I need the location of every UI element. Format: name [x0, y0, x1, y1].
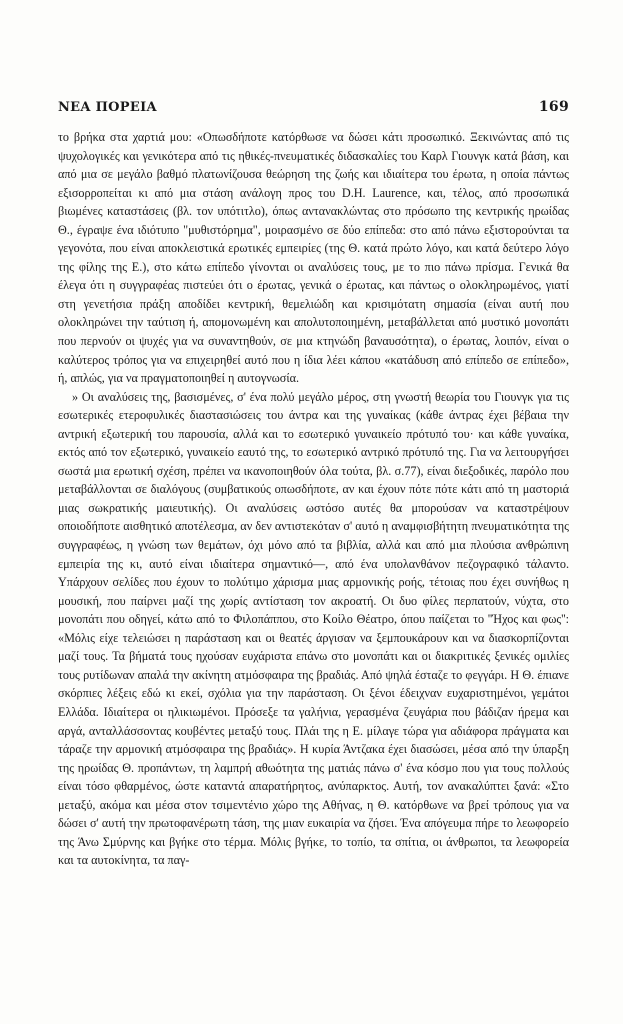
- paragraph-1: το βρήκα στα χαρτιά μου: «Οπωσδήποτε κατόρθωσε να δώσει κάτι προσωπικό. Ξεκινώντας από τις ψυχολογικές και γενικότερα από τις ηθικές-πνευματικές διδασκαλίες του Καρλ Γιουνγκ κατά βάση, και από μια σε μεγάλο βαθμό πλατωνίζουσα θεώρηση της ζωής και ιδιαίτερα του έρωτα, η οποία πάντως εξισορροπείται κι από μια στάση ανάλογη προς του D.H. Laurence, και, τέλος, από προσωπικά βιωμένες καταστάσεις (βλ. τον υπότιτλο), όπως αντανακλώντας στο πρόσωπο της κεντρικής ηρωίδας Θ., έγραψε ένα ιδιότυπο "μυθιστόρημα", μοιρασμένο σε δύο επίπεδα: στο από πάνω εξιστορούνται τα γεγονότα, που είναι αποκλειστικά ερωτικές εμπειρίες (της Θ. κατά πρώτο λόγο, και κατά δεύτερο λόγο της φίλης της Ε.), στο κάτω επίπεδο γίνονται οι αναλύσεις τους, με το πιο πάνω πρίσμα. Γενικά θα έλεγα ότι η συγγραφέας πιστεύει ότι ο έρωτας, γενικά ο έρωτας, και πάντως ο ολοκληρωμένος, γιατί στη γενετήσια πράξη αποδίδει κεντρική, θεμελιώδη και κρισιμότατη σημασία (είναι αυτή που ολοκληρώνει την ταύτιση ή, απομονωμένη και απολυτοποιημένη, μεταβάλλεται από μυστικό μονοπάτι που περνούν οι ψυχές για να συναντηθούν, σε μια κτηνώδη βαναυσότητα), ο έρωτας, λοιπόν, είναι ο καλύτερος τρόπος για να επιχειρηθεί αυτό που η ίδια λέει κάπου «κατάδυση από επίπεδο σε επίπεδο», ή, απλώς, για να πραγματοποιηθεί η αυτογνωσία.: [58, 130, 569, 386]
- running-head: [58, 99, 569, 121]
- running-head-title: ΝΕΑ ΠΟΡΕΙΑ: [58, 100, 157, 115]
- page-number: 169: [538, 99, 569, 115]
- body-text: [58, 128, 569, 870]
- paragraph-2: » Οι αναλύσεις της, βασισμένες, σ' ένα πολύ μεγάλο μέρος, στη γνωστή θεωρία του Γιουνγκ για τις εσωτερικές ετεροφυλικές διαστασιώσεις του άντρα και της γυναίκας (κάθε άντρας έχει βέβαια την αντρική εξωτερική του παρουσία, αλλά και το εσωτερικό γυναικείο πρότυπό του· και κάθε γυναίκα, εκτός από τον εξωτερικό, γυναικείο εαυτό της, το εσωτερικό αντρικό πρότυπό της. Για να λειτουργήσει σωστά μια ερωτική σχέση, πρέπει να ικανοποιηθούν όλα τούτα, βλ. σ.77), είναι διεξοδικές, παρόλο που μεταβάλλονται σε διαλόγους (συμβατικούς οπωσδήποτε, αν και έχουν πότε πότε κάτι από τη μαστοριά μιας σωκρατικής μαιευτικής). Οι αναλύσεις ωστόσο αυτές θα μπορούσαν να καταστρέψουν οποιοδήποτε αισθητικό αποτέλεσμα, αν δεν αντιστεκόταν σ' αυτό η αναμφισβήτητη πνευματικότητα της συγγραφέως, η γνώση των θεμάτων, όχι μόνο από τα βιβλία, αλλά και από μια πλούσια ανθρώπινη εμπειρία της κι, αυτό είναι ιδιαίτερα σημαντικό—, από ένα υπολανθάνον πεζογραφικό τάλαντο. Υπάρχουν σελίδες που έχουν το πολύτιμο χάρισμα μιας αρμονικής ροής, τέτοιας που έχει συνήθως η μουσική, που παίρνει μαζί της χωρίς αντίσταση τον ακροατή. Οι δυο φίλες περπατούν, νύχτα, στο μονοπάτι που οδηγεί, κάτω από το Φιλοπάππου, στο Κοίλο Θέατρο, όπου παίζεται το ''Ήχος και φως'': «Μόλις είχε τελειώσει η παράσταση και οι θεατές άργισαν να ξεμπουκάρουν και να διασκορπίζονται μαζί τους. Τα βήματά τους ηχούσαν ευχάριστα επάνω στο μονοπάτι και οι διακριτικές ξενικές ομιλίες τους ρυτίδωναν απαλά την ακίνητη ατμόσφαιρα της βραδιάς. Από ψηλά έσταζε το φεγγάρι. Η Θ. έπιανε σκόρπιες λέξεις εδώ κι εκεί, σχόλια για την παράσταση. Οι ξένοι έδειχναν ευχαριστημένοι, γεμάτοι Ελλάδα. Ιδιαίτερα οι ηλικιωμένοι. Πρόσεξε τα γαλήνια, γερασμένα ζευγάρια που βάδιζαν ήρεμα και αργά, ανταλλάσσοντας κουβέντες μεταξύ τους. Πλάι της η Ε. μίλαγε τώρα για αδιάφορα πράγματα και τάραζε την αρμονική ατμόσφαιρα της βραδιάς». Η κυρία Άντζακα έχει διασώσει, μέσα από την ύπαρξη της ηρωίδας Θ. προπάντων, τη λαμπρή αθωότητα της ματιάς πάνω σ' ένα κόσμο που για τους πολλούς είναι τόσο φθαρμένος, ώστε καταντά απαρατήρητος, ανύπαρκτος. Αυτή, τον ανακαλύπτει ξανά: «Στο μεταξύ, ακόμα και μέσα στον τσιμεντένιο χώρο της Αθήνας, η Θ. κατόρθωνε να βρεί τρόπους για να δώσει σ' αυτή την πρωτοφανέρωτη τάση, της μιαν ευκαιρία να ζήσει. Ένα απόγευμα πήρε το λεωφορείο της Άνω Σμύρνης και βγήκε στο τέρμα. Μόλις βγήκε, το τοπίο, τα σπίτια, οι άνθρωποι, τα λεωφορεία και τα αυτοκίνητα, τα παγ-: [58, 389, 569, 868]
